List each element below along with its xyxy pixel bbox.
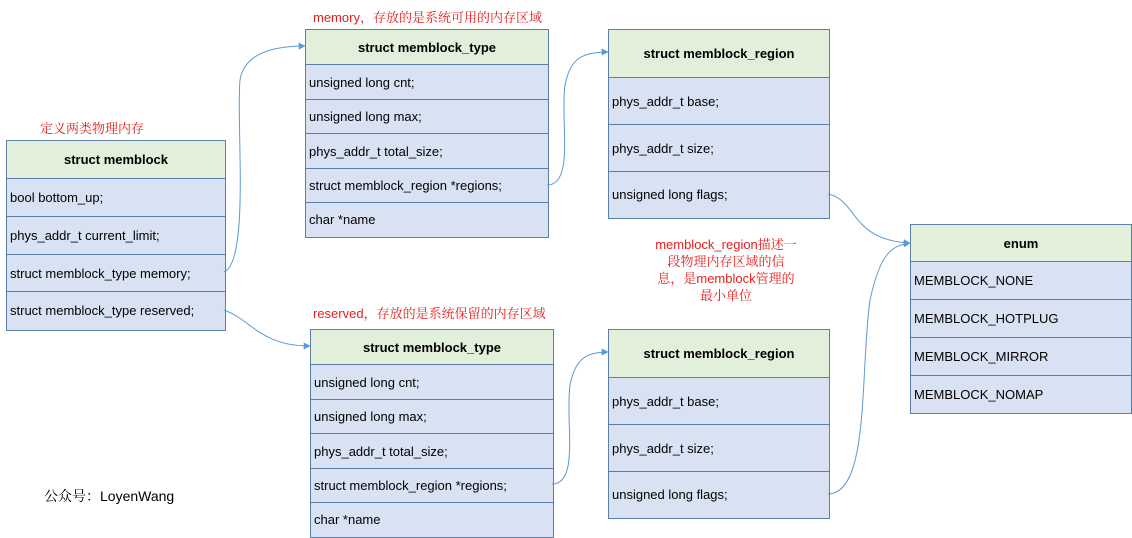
- region-bottom-field: phys_addr_t size;: [609, 425, 829, 472]
- arrow-regions-bottom: [552, 352, 608, 484]
- note-region-line: 最小单位: [699, 288, 752, 303]
- note-memblock: 定义两类物理内存: [40, 121, 145, 136]
- memblock-field: struct memblock_type memory;: [7, 255, 225, 292]
- enum-title: enum: [911, 225, 1131, 262]
- note-region-line: 段物理内存区域的信: [667, 254, 785, 269]
- type-memory-field: phys_addr_t total_size;: [306, 134, 548, 169]
- note-region-line: 息，是memblock管理的: [657, 271, 795, 286]
- note-reserved: reserved，存放的是系统保留的内存区域: [313, 306, 546, 321]
- note-memory: memory，存放的是系统可用的内存区域: [313, 10, 542, 25]
- arrow-regions-top: [547, 52, 608, 185]
- type-reserved-field: unsigned long max;: [311, 400, 553, 434]
- type-memory-field: struct memblock_region *regions;: [306, 169, 548, 203]
- memblock-field: struct memblock_type reserved;: [10, 303, 195, 318]
- region-top-field: phys_addr_t size;: [609, 125, 829, 172]
- enum-value: MEMBLOCK_MIRROR: [911, 338, 1131, 376]
- type-reserved-field: unsigned long cnt;: [311, 365, 553, 400]
- type-reserved-field: phys_addr_t total_size;: [311, 434, 553, 469]
- region-top-field: unsigned long flags;: [612, 187, 728, 202]
- type-memory-title: struct memblock_type: [306, 30, 548, 65]
- region-bottom-field: phys_addr_t base;: [609, 378, 829, 425]
- memblock-field: phys_addr_t current_limit;: [7, 217, 225, 255]
- type-memory-field: unsigned long cnt;: [306, 65, 548, 100]
- memblock-field: bool bottom_up;: [7, 179, 225, 217]
- type-reserved-field: char *name: [314, 512, 381, 527]
- arrow-reserved: [224, 310, 310, 346]
- region-bottom-title: struct memblock_region: [609, 330, 829, 378]
- region-top-title: struct memblock_region: [609, 30, 829, 78]
- arrow-flags-bottom: [828, 243, 910, 494]
- region-top-field: phys_addr_t base;: [609, 78, 829, 125]
- watermark: 公众号：LoyenWang: [44, 488, 175, 504]
- arrow-memory: [224, 46, 305, 272]
- note-region-line: memblock_region描述一: [655, 237, 797, 252]
- type-memory-field: char *name: [309, 212, 376, 227]
- type-reserved-title: struct memblock_type: [311, 330, 553, 365]
- enum-value: MEMBLOCK_NONE: [911, 262, 1131, 300]
- enum-value: MEMBLOCK_HOTPLUG: [911, 300, 1131, 338]
- type-reserved-field: struct memblock_region *regions;: [311, 469, 553, 503]
- enum-value: MEMBLOCK_NOMAP: [914, 386, 1044, 402]
- type-memory-field: unsigned long max;: [306, 100, 548, 134]
- region-bottom-field: unsigned long flags;: [612, 487, 728, 502]
- arrow-flags-top: [828, 194, 910, 243]
- memblock-title: struct memblock: [7, 141, 225, 179]
